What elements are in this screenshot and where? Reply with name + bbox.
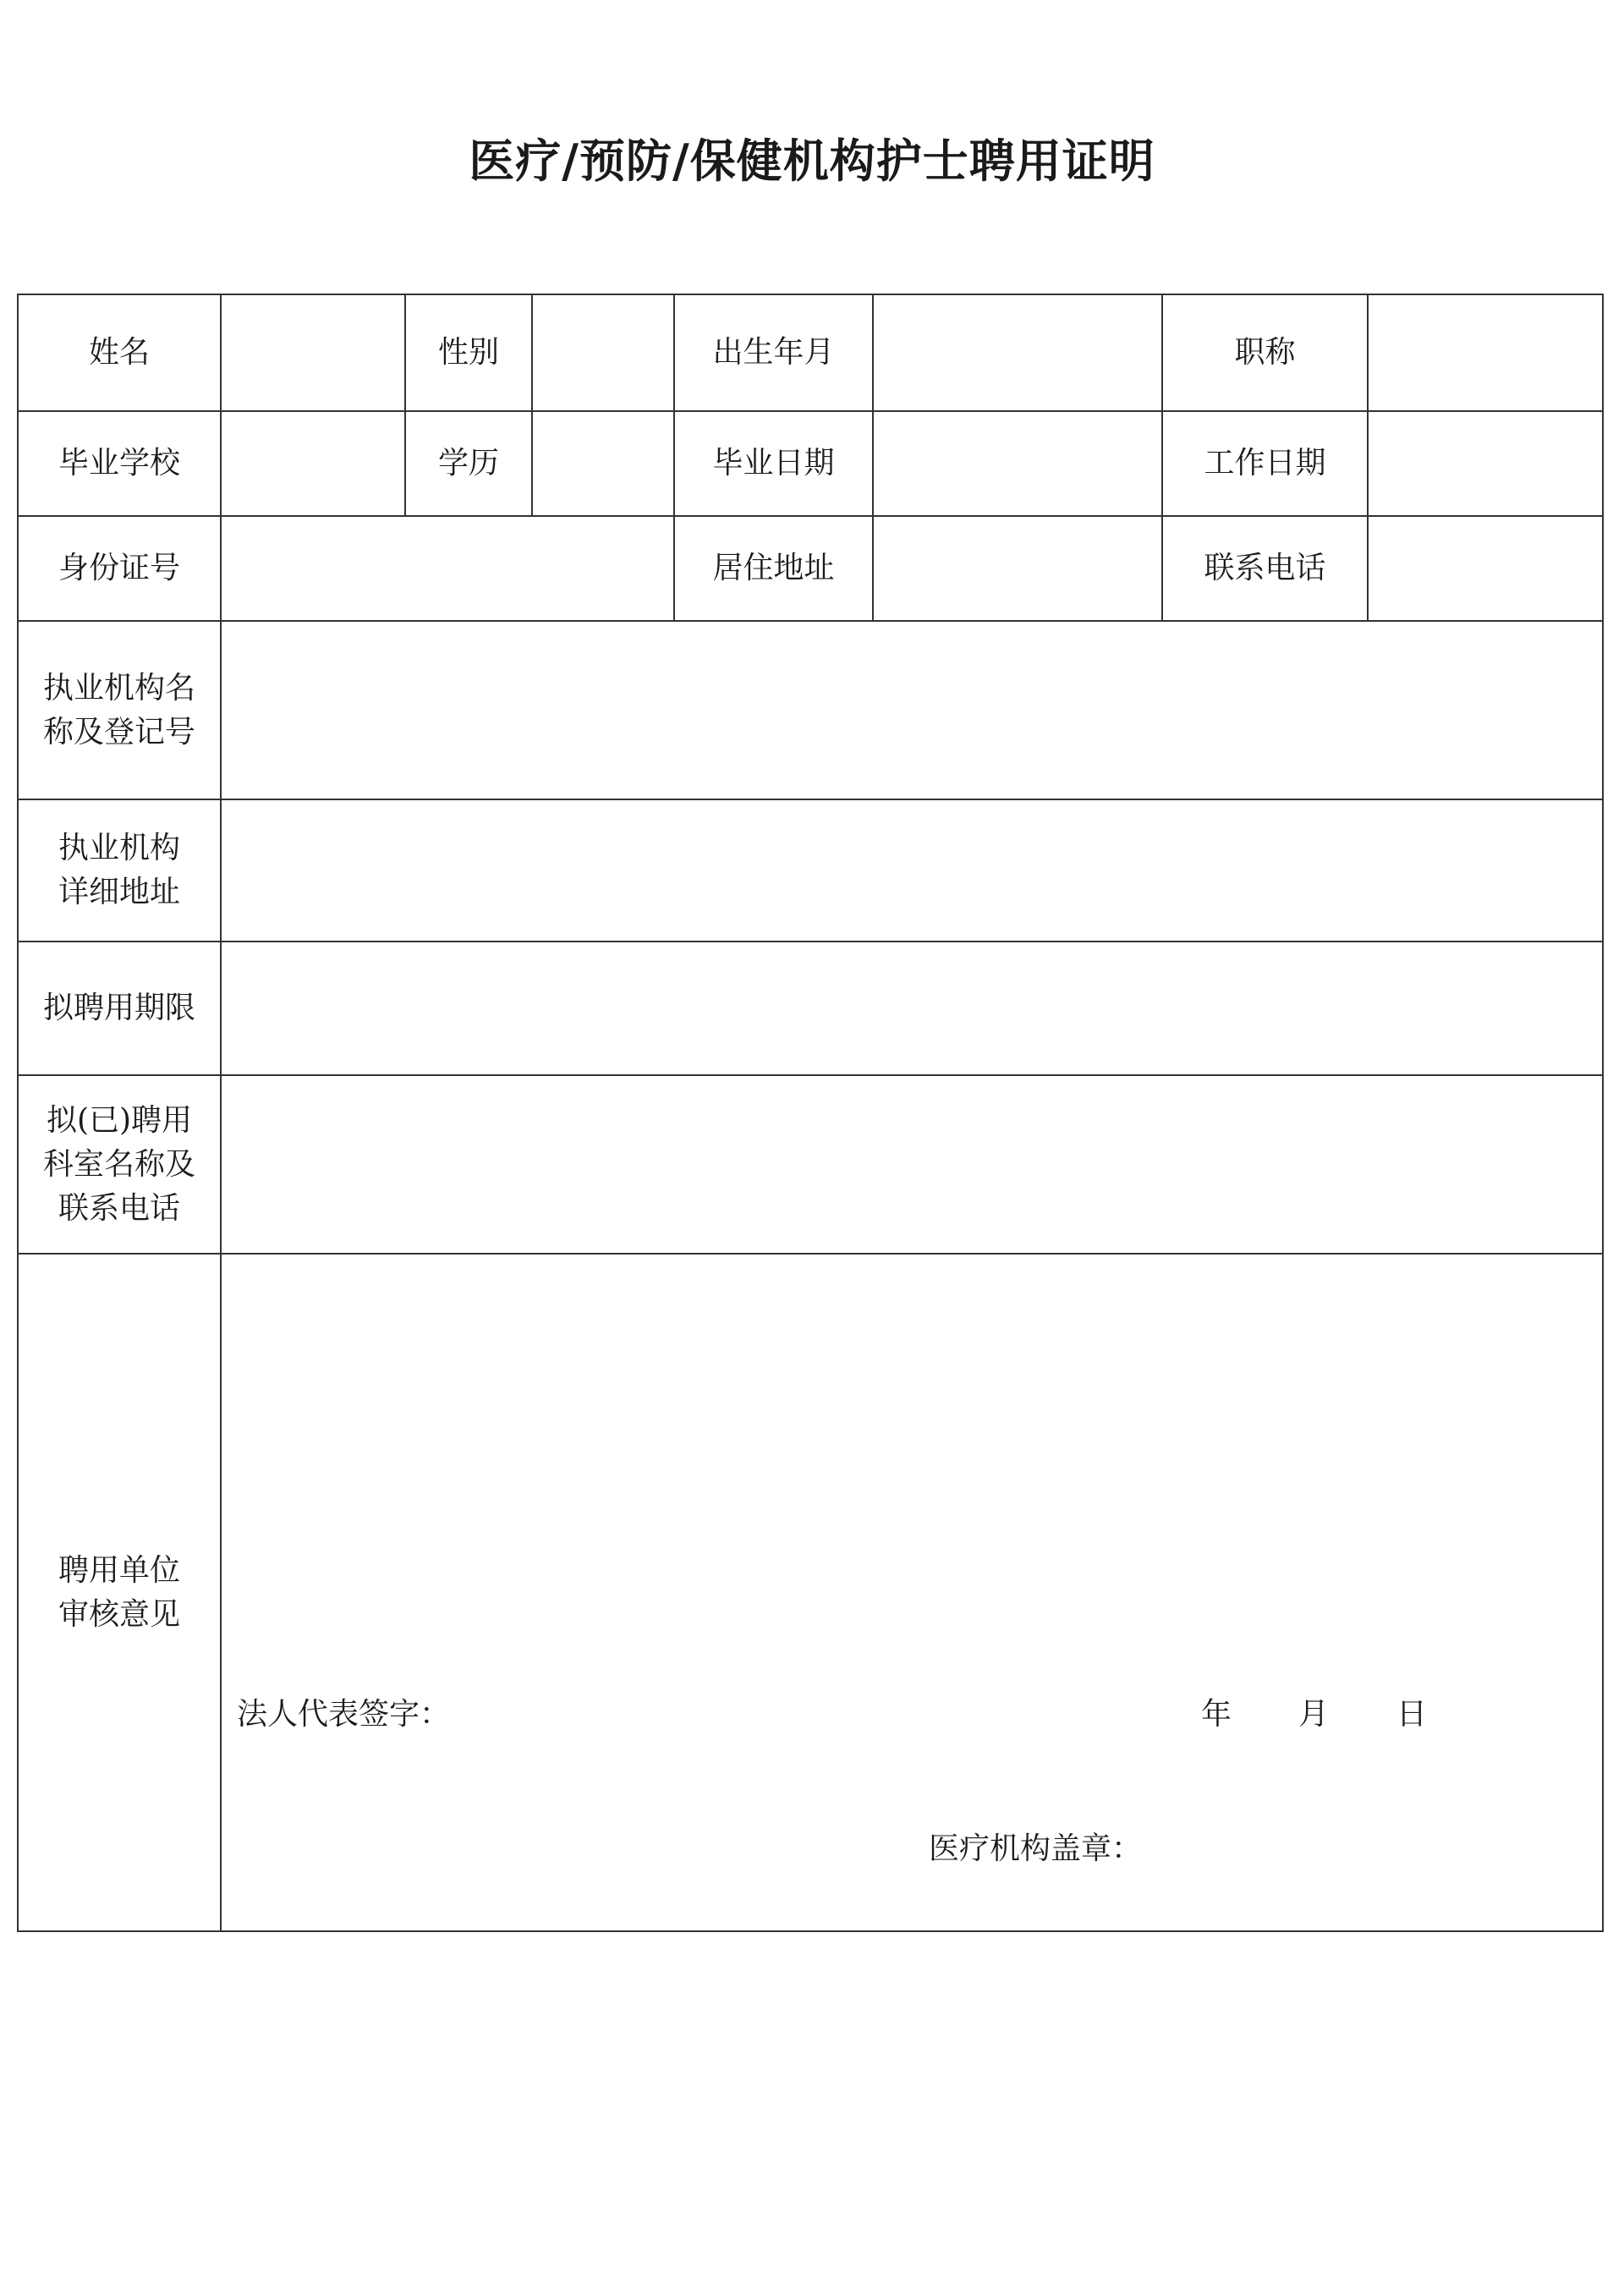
opinion-label: 聘用单位 审核意见 [18,1254,221,1931]
graduation-date-label: 毕业日期 [674,411,873,516]
form-row-institution-address [18,799,1603,942]
birth-label: 出生年月 [674,294,873,411]
id-number-field[interactable] [221,516,674,621]
address-field[interactable] [873,516,1162,621]
department-label: 拟(已)聘用 科室名称及 联系电话 [18,1075,221,1254]
education-label: 学历 [405,411,532,516]
form-row-department [18,1075,1603,1254]
id-number-label: 身份证号 [18,516,221,621]
institution-address-label: 执业机构 详细地址 [18,799,221,942]
gender-label: 性别 [405,294,532,411]
form-row-personal [18,294,1603,411]
form-row-education [18,411,1603,516]
birth-field[interactable] [873,294,1162,411]
form-row-hire-period [18,942,1603,1075]
phone-label: 联系电话 [1162,516,1368,621]
form-row-institution-name [18,621,1603,799]
name-field[interactable] [221,294,405,411]
address-label: 居住地址 [674,516,873,621]
form-row-opinion [18,1254,1603,1931]
department-field[interactable] [221,1075,1603,1254]
professional-title-field[interactable] [1368,294,1603,411]
document-title: 医疗/预防/保健机构护士聘用证明 [469,134,1155,188]
school-label: 毕业学校 [18,411,221,516]
graduation-date-field[interactable] [873,411,1162,516]
date-month-label: 月 [1298,1697,1330,1732]
gender-field[interactable] [532,294,674,411]
professional-title-label: 职称 [1162,294,1368,411]
registration-form-table [17,294,1604,1932]
hire-period-label: 拟聘用期限 [18,942,221,1075]
institution-address-field[interactable] [221,799,1603,942]
date-day-label: 日 [1396,1697,1428,1732]
opinion-field[interactable] [221,1254,1603,1931]
education-field[interactable] [532,411,674,516]
institution-name-label: 执业机构名 称及登记号 [18,621,221,799]
phone-field[interactable] [1368,516,1603,621]
institution-seal-label: 医疗机构盖章： [929,1831,1143,1866]
institution-name-field[interactable] [221,621,1603,799]
form-row-contact [18,516,1603,621]
hire-period-field[interactable] [221,942,1603,1075]
school-field[interactable] [221,411,405,516]
name-label: 姓名 [18,294,221,411]
work-date-label: 工作日期 [1162,411,1368,516]
date-year-label: 年 [1201,1697,1232,1732]
work-date-field[interactable] [1368,411,1603,516]
legal-rep-signature-label: 法人代表签字： [237,1697,451,1732]
